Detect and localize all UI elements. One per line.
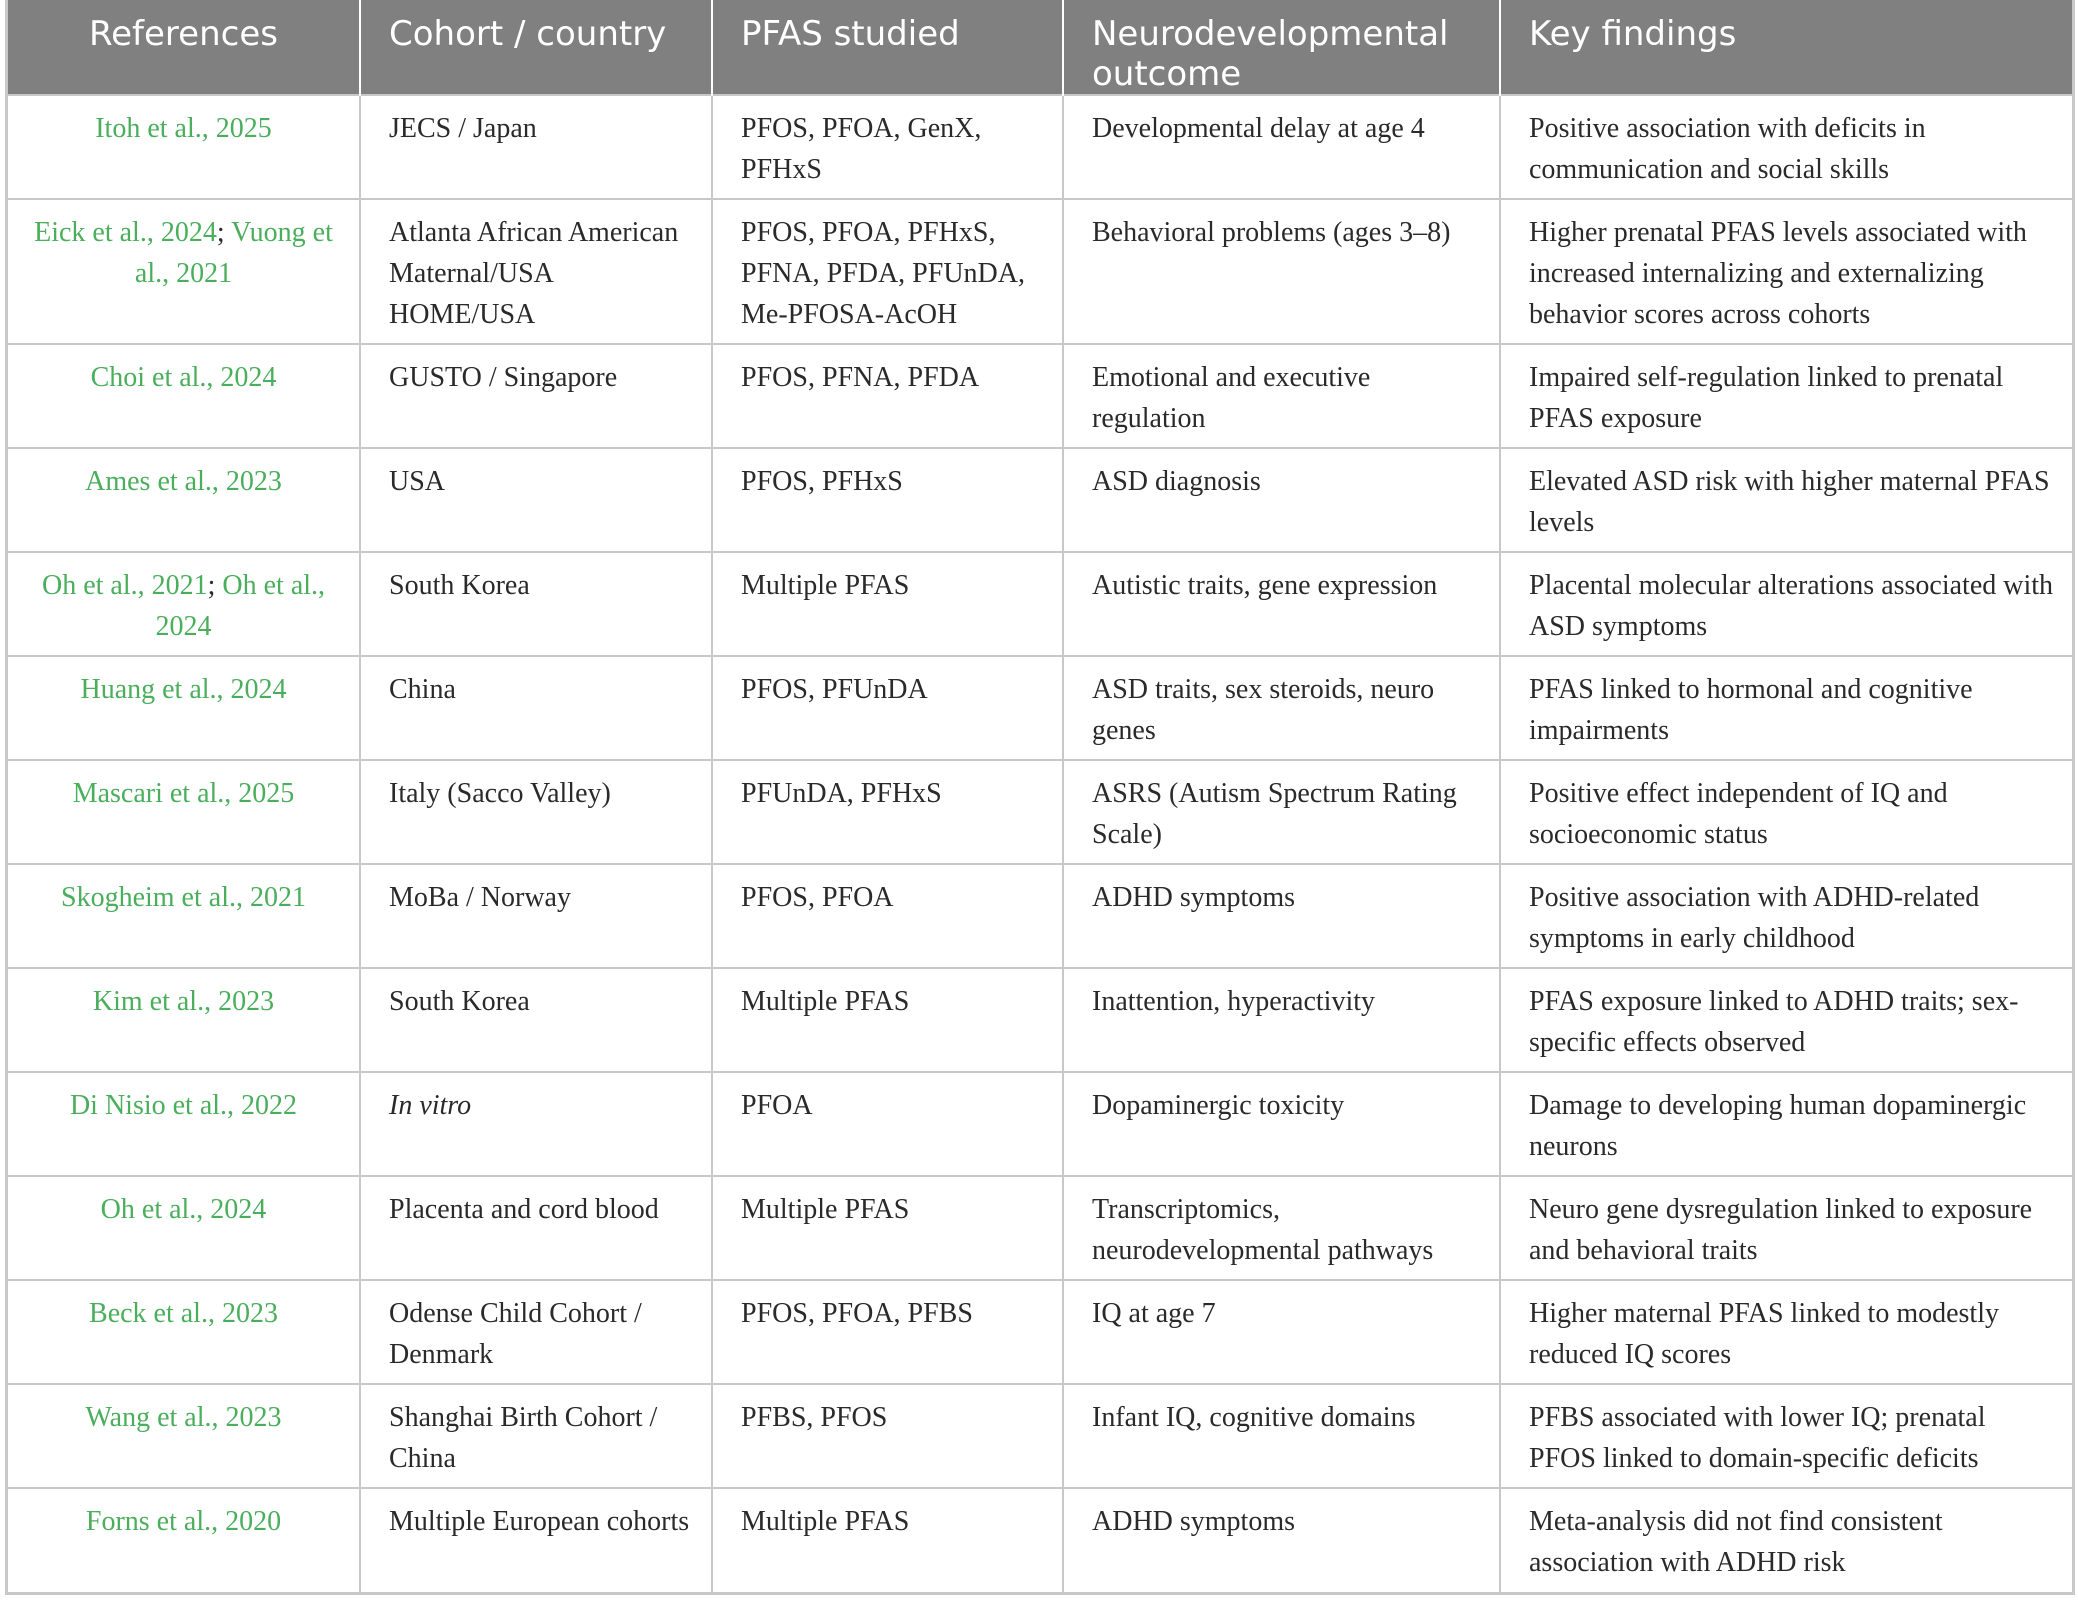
references-table [8,0,2072,1592]
reference-link[interactable]: Oh et al., 2024 [155,570,326,642]
table-row [8,199,2072,344]
cohort-cell: GUSTO / Singapore [360,344,712,448]
reference-cell [8,552,360,656]
cohort-cell: South Korea [360,968,712,1072]
reference-link[interactable]: Choi et al., 2024 [90,362,277,393]
outcome-cell: Inattention, hyperactivity [1063,968,1500,1072]
table-row [8,448,2072,552]
pfas-cell: PFOS, PFUnDA [712,656,1063,760]
reference-separator: ; [207,570,223,601]
outcome-cell: Dopaminergic toxicity [1063,1072,1500,1176]
table-row [8,968,2072,1072]
pfas-cell: PFOS, PFOA, GenX, PFHxS [712,95,1063,199]
cohort-cell: MoBa / Norway [360,864,712,968]
reference-link[interactable]: Ames et al., 2023 [85,466,282,497]
cohort-cell: Multiple European cohorts [360,1488,712,1592]
reference-link[interactable]: Wang et al., 2023 [85,1402,282,1433]
outcome-cell: Developmental delay at age 4 [1063,95,1500,199]
reference-link[interactable]: Oh et al., 2021 [41,570,208,601]
outcome-cell: Behavioral problems (ages 3–8) [1063,199,1500,344]
reference-cell [8,968,360,1072]
findings-cell: Impaired self-regulation linked to prenatal PFAS exposure [1500,344,2072,448]
header-references: References [8,0,360,95]
table-row [8,1072,2072,1176]
outcome-cell: Emotional and executive regulation [1063,344,1500,448]
reference-cell [8,344,360,448]
reference-link[interactable]: Mascari et al., 2025 [72,778,295,809]
findings-cell: Positive effect independent of IQ and socioeconomic status [1500,760,2072,864]
reference-cell [8,1176,360,1280]
table-row [8,1176,2072,1280]
header-neurodevelopmental-outcome: Neurodevelopmental outcome [1063,0,1500,95]
pfas-cell: PFOA [712,1072,1063,1176]
cohort-cell: In vitro [360,1072,712,1176]
pfas-cell: Multiple PFAS [712,968,1063,1072]
reference-link[interactable]: Forns et al., 2020 [85,1506,282,1537]
reference-link[interactable]: Beck et al., 2023 [89,1298,278,1329]
findings-cell: Positive association with ADHD-related symptoms in early childhood [1500,864,2072,968]
findings-cell: Higher maternal PFAS linked to modestly reduced IQ scores [1500,1280,2072,1384]
findings-cell: Positive association with deficits in communication and social skills [1500,95,2072,199]
cohort-cell: JECS / Japan [360,95,712,199]
reference-cell [8,95,360,199]
header-cohort-country: Cohort / country [360,0,712,95]
reference-link[interactable]: Oh et al., 2024 [100,1194,267,1225]
findings-cell: Placental molecular alterations associated with ASD symptoms [1500,552,2072,656]
reference-link[interactable]: Di Nisio et al., 2022 [69,1090,298,1121]
reference-link[interactable]: Kim et al., 2023 [92,986,275,1017]
table-row [8,656,2072,760]
pfas-cell: Multiple PFAS [712,1488,1063,1592]
pfas-cell: PFUnDA, PFHxS [712,760,1063,864]
table-row [8,1488,2072,1592]
table-row [8,864,2072,968]
header-key-findings: Key findings [1500,0,2072,95]
reference-link[interactable]: Vuong et al., 2021 [134,217,333,289]
table-body [8,95,2072,1592]
pfas-cell: PFOS, PFNA, PFDA [712,344,1063,448]
cohort-cell: Shanghai Birth Cohort / China [360,1384,712,1488]
pfas-cell: PFBS, PFOS [712,1384,1063,1488]
cohort-cell: China [360,656,712,760]
pfas-cell: Multiple PFAS [712,1176,1063,1280]
table-row [8,344,2072,448]
findings-cell: PFAS linked to hormonal and cognitive impairments [1500,656,2072,760]
table-row [8,552,2072,656]
reference-cell [8,448,360,552]
outcome-cell: Infant IQ, cognitive domains [1063,1384,1500,1488]
cohort-cell: Italy (Sacco Valley) [360,760,712,864]
outcome-cell: ASD diagnosis [1063,448,1500,552]
reference-cell [8,199,360,344]
outcome-cell: Transcriptomics, neurodevelopmental pathways [1063,1176,1500,1280]
reference-cell [8,1280,360,1384]
reference-cell [8,760,360,864]
reference-cell [8,656,360,760]
findings-cell: Elevated ASD risk with higher maternal PFAS levels [1500,448,2072,552]
findings-cell: Neuro gene dysregulation linked to exposure and behavioral traits [1500,1176,2072,1280]
reference-link[interactable]: Skogheim et al., 2021 [61,882,306,913]
outcome-cell: ASD traits, sex steroids, neuro genes [1063,656,1500,760]
header-row [8,0,2072,95]
table-header [8,0,2072,95]
references-table-container [5,0,2075,1595]
outcome-cell: ADHD symptoms [1063,864,1500,968]
reference-link[interactable]: Itoh et al., 2025 [95,113,272,144]
findings-cell: Damage to developing human dopaminergic neurons [1500,1072,2072,1176]
table-row [8,1384,2072,1488]
findings-cell: Higher prenatal PFAS levels associated with increased internalizing and externalizing behavior scores across cohorts [1500,199,2072,344]
reference-cell [8,1072,360,1176]
cohort-cell: Atlanta African American Maternal/USA HOME/USA [360,199,712,344]
findings-cell: PFAS exposure linked to ADHD traits; sex-specific effects observed [1500,968,2072,1072]
reference-link[interactable]: Huang et al., 2024 [80,674,287,705]
pfas-cell: PFOS, PFOA, PFBS [712,1280,1063,1384]
reference-cell [8,864,360,968]
outcome-cell: ASRS (Autism Spectrum Rating Scale) [1063,760,1500,864]
reference-separator: ; [216,217,232,248]
table-row [8,1280,2072,1384]
cohort-cell: South Korea [360,552,712,656]
table-row [8,95,2072,199]
cohort-cell: USA [360,448,712,552]
reference-cell [8,1384,360,1488]
pfas-cell: PFOS, PFOA [712,864,1063,968]
cohort-cell: Placenta and cord blood [360,1176,712,1280]
outcome-cell: ADHD symptoms [1063,1488,1500,1592]
reference-cell [8,1488,360,1592]
outcome-cell: IQ at age 7 [1063,1280,1500,1384]
pfas-cell: PFOS, PFOA, PFHxS, PFNA, PFDA, PFUnDA, Me-PFOSA-AcOH [712,199,1063,344]
findings-cell: PFBS associated with lower IQ; prenatal PFOS linked to domain-specific deficits [1500,1384,2072,1488]
table-row [8,760,2072,864]
findings-cell: Meta-analysis did not find consistent association with ADHD risk [1500,1488,2072,1592]
reference-link[interactable]: Eick et al., 2024 [34,217,217,248]
pfas-cell: Multiple PFAS [712,552,1063,656]
header-pfas-studied: PFAS studied [712,0,1063,95]
cohort-cell: Odense Child Cohort / Denmark [360,1280,712,1384]
outcome-cell: Autistic traits, gene expression [1063,552,1500,656]
pfas-cell: PFOS, PFHxS [712,448,1063,552]
